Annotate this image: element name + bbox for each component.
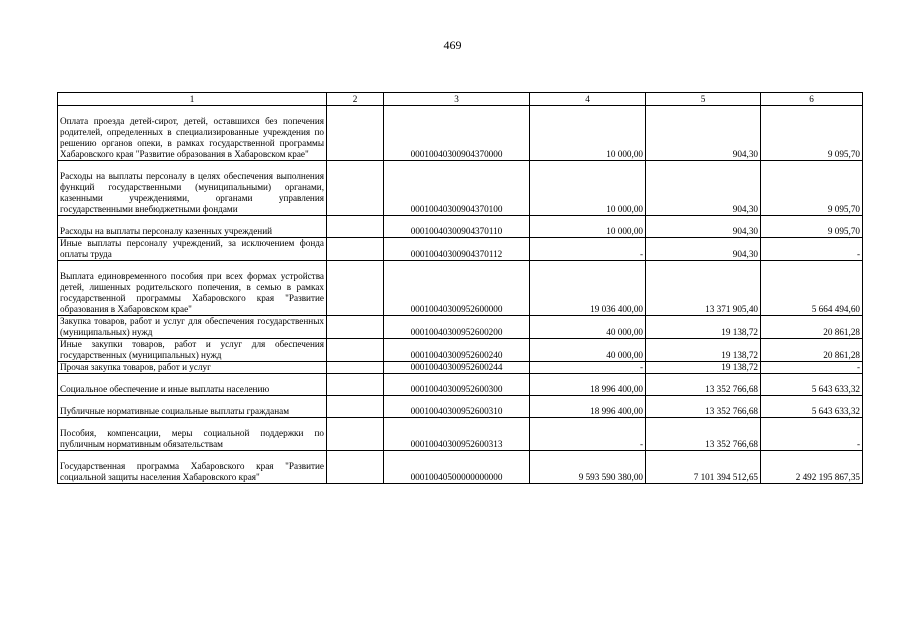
table-row	[58, 396, 863, 418]
column-header: 3	[384, 93, 530, 106]
row-name-cell: Государственная программа Хабаровского края "Развитие социальной защиты населения Хабаровского края"	[58, 451, 327, 484]
column-header: 4	[530, 93, 646, 106]
row-csr-cell: 00010040300904370100	[384, 161, 530, 216]
row-plan-cell: 9 593 590 380,00	[530, 451, 646, 484]
row-code-cell	[327, 238, 384, 261]
row-rest-cell: 20 861,28	[761, 339, 863, 362]
page-number: 469	[443, 38, 462, 52]
row-done-cell: 13 352 766,68	[646, 374, 761, 396]
table-row	[58, 238, 863, 261]
row-code-cell	[327, 374, 384, 396]
column-header: 5	[646, 93, 761, 106]
row-plan-cell: 10 000,00	[530, 106, 646, 161]
row-done-cell: 904,30	[646, 106, 761, 161]
row-rest-cell: 9 095,70	[761, 161, 863, 216]
row-plan-cell: -	[530, 362, 646, 374]
row-name-cell: Иные закупки товаров, работ и услуг для обеспечения государственных (муниципальных) нужд	[58, 339, 327, 362]
row-rest-cell: 9 095,70	[761, 216, 863, 238]
row-csr-cell: 00010040300952600240	[384, 339, 530, 362]
row-csr-cell: 00010040300952600244	[384, 362, 530, 374]
row-code-cell	[327, 396, 384, 418]
row-csr-cell: 00010040300904370000	[384, 106, 530, 161]
row-code-cell	[327, 339, 384, 362]
column-header: 6	[761, 93, 863, 106]
row-done-cell: 19 138,72	[646, 316, 761, 339]
table-row	[58, 339, 863, 362]
row-name-cell: Расходы на выплаты персоналу в целях обеспечения выполнения функций государственными (муниципальными) органами, казенными учреждениями, органами управления государственными внебюджетными фондами	[58, 161, 327, 216]
header-row	[58, 93, 863, 106]
table-row	[58, 261, 863, 316]
row-name-cell: Пособия, компенсации, меры социальной поддержки по публичным нормативным обязательствам	[58, 418, 327, 451]
row-code-cell	[327, 451, 384, 484]
row-code-cell	[327, 261, 384, 316]
table-row	[58, 106, 863, 161]
row-csr-cell: 00010040300952600000	[384, 261, 530, 316]
row-done-cell: 13 352 766,68	[646, 418, 761, 451]
row-name-cell: Расходы на выплаты персоналу казенных учреждений	[58, 216, 327, 238]
row-plan-cell: 10 000,00	[530, 161, 646, 216]
row-csr-cell: 00010040300952600313	[384, 418, 530, 451]
table-row	[58, 418, 863, 451]
column-header: 2	[327, 93, 384, 106]
row-rest-cell: -	[761, 418, 863, 451]
table-row	[58, 216, 863, 238]
row-plan-cell: 18 996 400,00	[530, 374, 646, 396]
row-done-cell: 19 138,72	[646, 339, 761, 362]
row-name-cell: Закупка товаров, работ и услуг для обеспечения государственных (муниципальных) нужд	[58, 316, 327, 339]
row-name-cell: Выплата единовременного пособия при всех формах устройства детей, лишенных родительского попечения, в семью в рамках государственной программы Хабаровского края "Развитие образования в Хабаровском крае"	[58, 261, 327, 316]
row-plan-cell: 10 000,00	[530, 216, 646, 238]
table-row	[58, 161, 863, 216]
row-name-cell: Иные выплаты персоналу учреждений, за исключением фонда оплаты труда	[58, 238, 327, 261]
row-rest-cell: -	[761, 362, 863, 374]
row-name-cell: Оплата проезда детей-сирот, детей, оставшихся без попечения родителей, определенных в специализированные учреждения по решению органов опеки, в рамках государственной программы Хабаровского края "Развитие образования в Хабаровском крае"	[58, 106, 327, 161]
table-row	[58, 316, 863, 339]
row-name-cell: Публичные нормативные социальные выплаты гражданам	[58, 396, 327, 418]
row-rest-cell: 5 643 633,32	[761, 396, 863, 418]
row-csr-cell: 00010040300952600200	[384, 316, 530, 339]
row-code-cell	[327, 216, 384, 238]
column-header: 1	[58, 93, 327, 106]
table-row	[58, 451, 863, 484]
row-csr-cell: 00010040300904370112	[384, 238, 530, 261]
row-rest-cell: 20 861,28	[761, 316, 863, 339]
row-plan-cell: -	[530, 238, 646, 261]
row-csr-cell: 00010040500000000000	[384, 451, 530, 484]
row-plan-cell: 40 000,00	[530, 339, 646, 362]
row-rest-cell: 9 095,70	[761, 106, 863, 161]
row-done-cell: 13 371 905,40	[646, 261, 761, 316]
row-csr-cell: 00010040300904370110	[384, 216, 530, 238]
row-done-cell: 904,30	[646, 161, 761, 216]
budget-table	[57, 92, 863, 484]
row-name-cell: Прочая закупка товаров, работ и услуг	[58, 362, 327, 374]
row-plan-cell: 18 996 400,00	[530, 396, 646, 418]
row-plan-cell: 40 000,00	[530, 316, 646, 339]
row-done-cell: 7 101 394 512,65	[646, 451, 761, 484]
table-row	[58, 374, 863, 396]
row-code-cell	[327, 418, 384, 451]
row-rest-cell: -	[761, 238, 863, 261]
row-code-cell	[327, 106, 384, 161]
row-plan-cell: -	[530, 418, 646, 451]
row-rest-cell: 5 643 633,32	[761, 374, 863, 396]
row-plan-cell: 19 036 400,00	[530, 261, 646, 316]
row-code-cell	[327, 362, 384, 374]
row-csr-cell: 00010040300952600310	[384, 396, 530, 418]
row-rest-cell: 2 492 195 867,35	[761, 451, 863, 484]
row-code-cell	[327, 161, 384, 216]
table-row	[58, 362, 863, 374]
row-rest-cell: 5 664 494,60	[761, 261, 863, 316]
row-done-cell: 13 352 766,68	[646, 396, 761, 418]
row-done-cell: 904,30	[646, 238, 761, 261]
row-name-cell: Социальное обеспечение и иные выплаты населению	[58, 374, 327, 396]
row-done-cell: 904,30	[646, 216, 761, 238]
row-done-cell: 19 138,72	[646, 362, 761, 374]
row-csr-cell: 00010040300952600300	[384, 374, 530, 396]
row-code-cell	[327, 316, 384, 339]
